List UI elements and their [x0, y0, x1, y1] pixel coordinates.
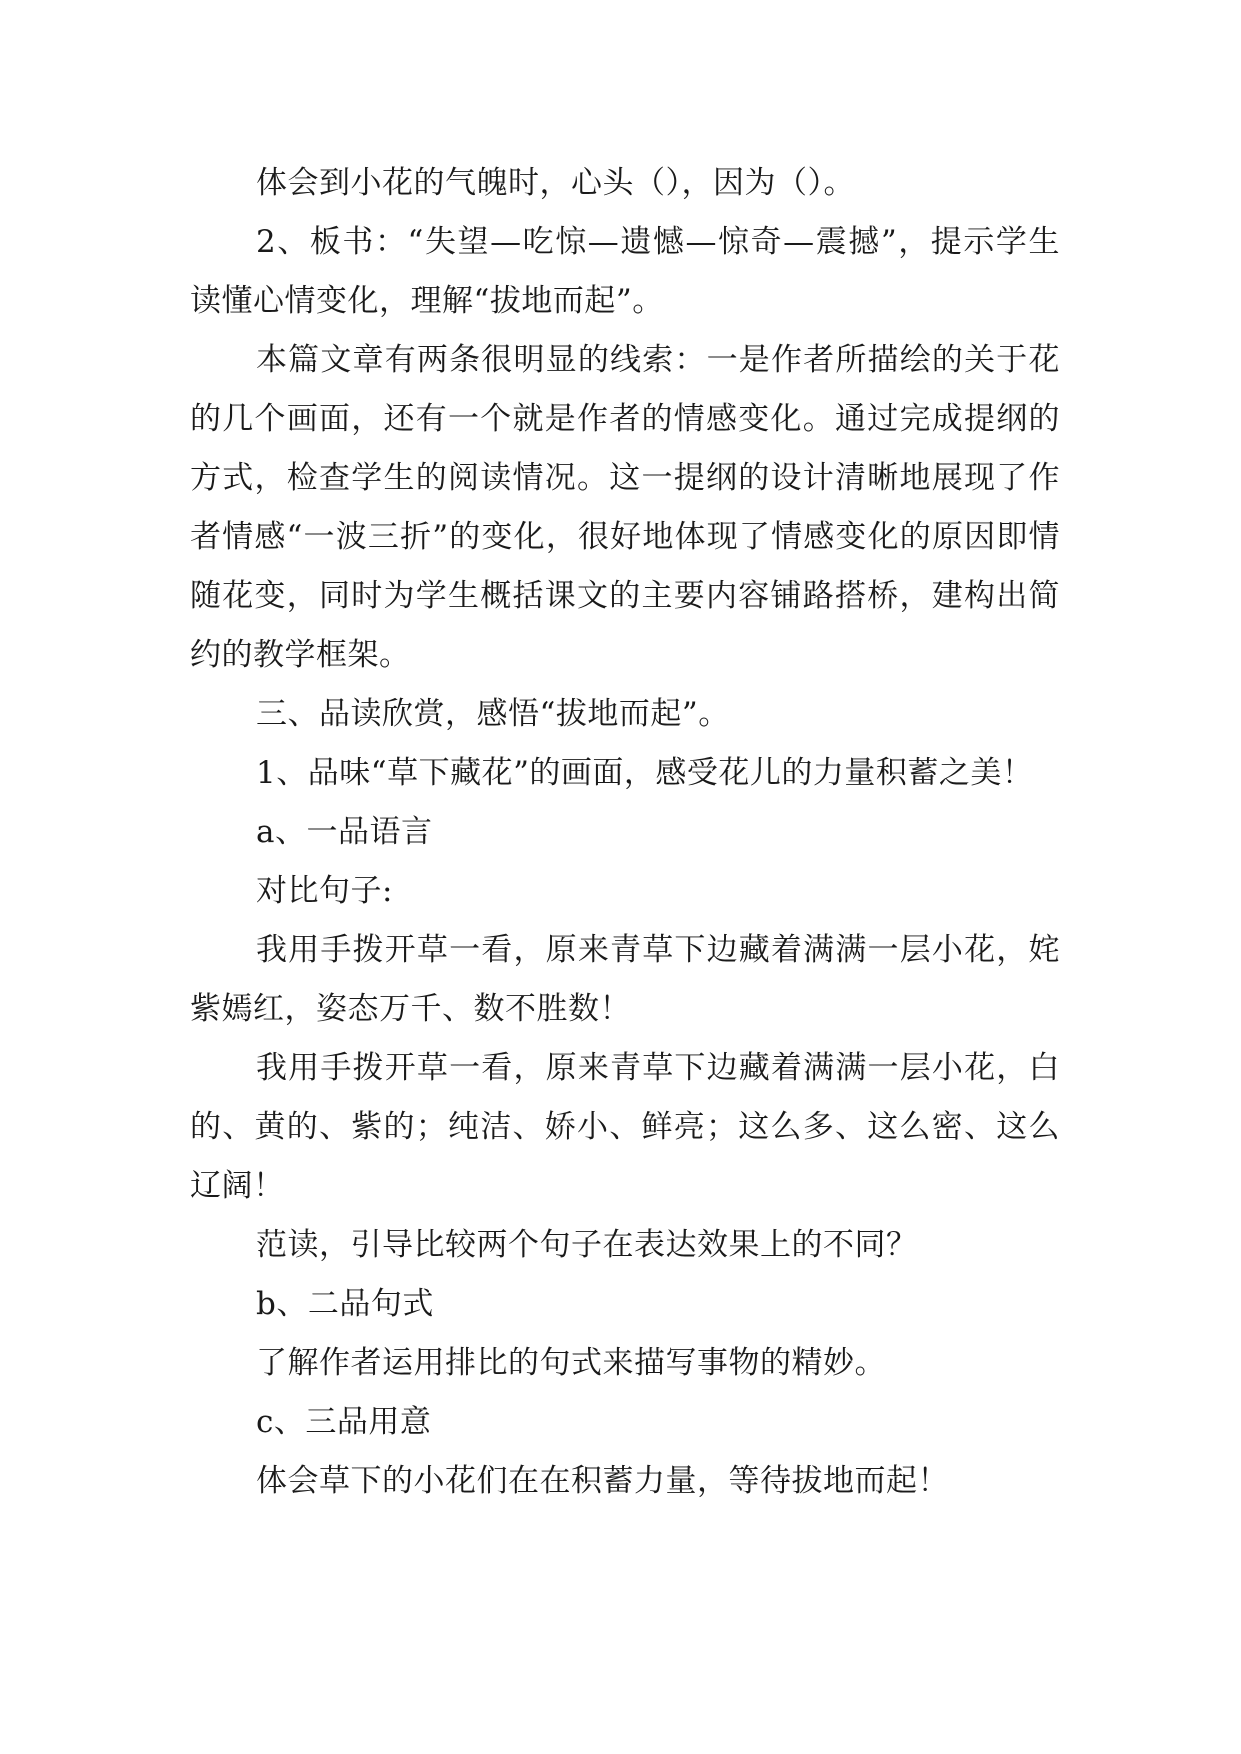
paragraph: 体会到小花的气魄时，心头（），因为（）。 [256, 165, 855, 201]
paragraph: 了解作者运用排比的句式来描写事物的精妙。 [256, 1345, 886, 1381]
document-body [190, 154, 1060, 1511]
paragraph: 对比句子: [256, 873, 393, 909]
paragraph: 我用手拨开草一看，原来青草下边藏着满满一层小花，姹紫嫣红，姿态万千、数不胜数！ [190, 932, 1060, 1027]
paragraph: 2、板书：“失望—吃惊—遗憾—惊奇—震撼”，提示学生读懂心情变化，理解“拔地而起”。 [190, 224, 1060, 319]
paragraph: c、三品用意 [256, 1404, 432, 1440]
paragraph: 体会草下的小花们在在积蓄力量，等待拔地而起！ [256, 1463, 949, 1499]
paragraph: 我用手拨开草一看，原来青草下边藏着满满一层小花，白的、黄的、紫的；纯洁、娇小、鲜亮；这么多、这么密、这么辽阔！ [190, 1050, 1060, 1204]
paragraph: 三、品读欣赏，感悟“拔地而起”。 [256, 696, 730, 732]
paragraph: 1、品味“草下藏花”的画面，感受花儿的力量积蓄之美！ [256, 755, 1034, 791]
paragraph: 本篇文章有两条很明显的线索：一是作者所描绘的关于花的几个画面，还有一个就是作者的情感变化。通过完成提纲的方式，检查学生的阅读情况。这一提纲的设计清晰地展现了作者情感“一波三折”的变化，很好地体现了情感变化的原因即情随花变，同时为学生概括课文的主要内容铺路搭桥，建构出简约的教学框架。 [190, 342, 1060, 673]
paragraph: 范读，引导比较两个句子在表达效果上的不同？ [256, 1227, 918, 1263]
paragraph: b、二品句式 [256, 1286, 434, 1322]
paragraph: a、一品语言 [256, 814, 433, 850]
